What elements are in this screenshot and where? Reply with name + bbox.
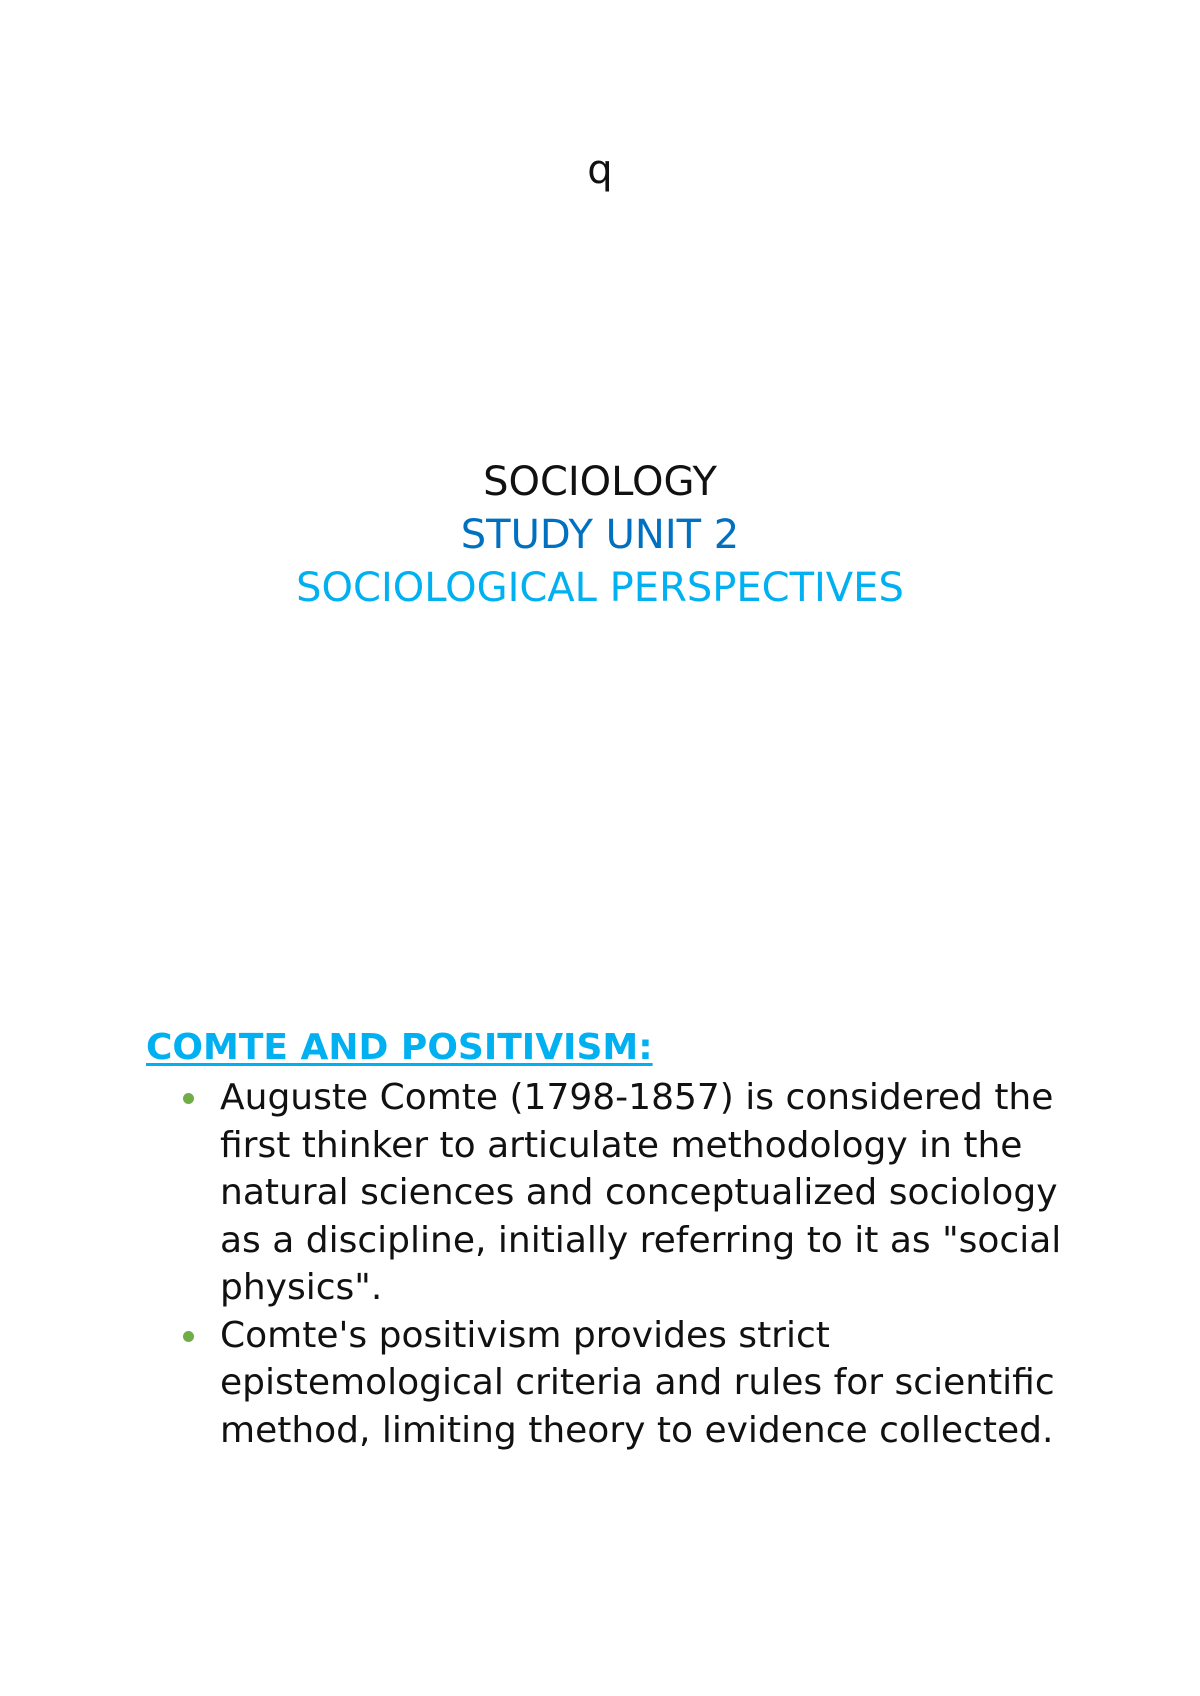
bullet-list (178, 1074, 1078, 1454)
subject-title: SOCIOLOGY (483, 459, 717, 505)
title-block (0, 456, 1200, 615)
bullet-text: Auguste Comte (1798-1857) is considered the first thinker to articulate methodology in the natural sciences and conceptualized sociology as a discipline, initially referring to it as "social physics". (220, 1077, 1062, 1308)
stray-character: q (587, 147, 613, 193)
study-unit-title: STUDY UNIT 2 (460, 512, 740, 558)
list-item (178, 1312, 1078, 1455)
list-item (178, 1074, 1078, 1312)
bullet-icon (183, 1093, 194, 1104)
bullet-text: Comte's positivism provides strict epistemological criteria and rules for scientific method, limiting theory to evidence collected. (220, 1314, 1055, 1451)
bullet-icon (183, 1331, 194, 1342)
topic-title: SOCIOLOGICAL PERSPECTIVES (296, 565, 904, 611)
section-heading: COMTE AND POSITIVISM: (146, 1027, 653, 1068)
